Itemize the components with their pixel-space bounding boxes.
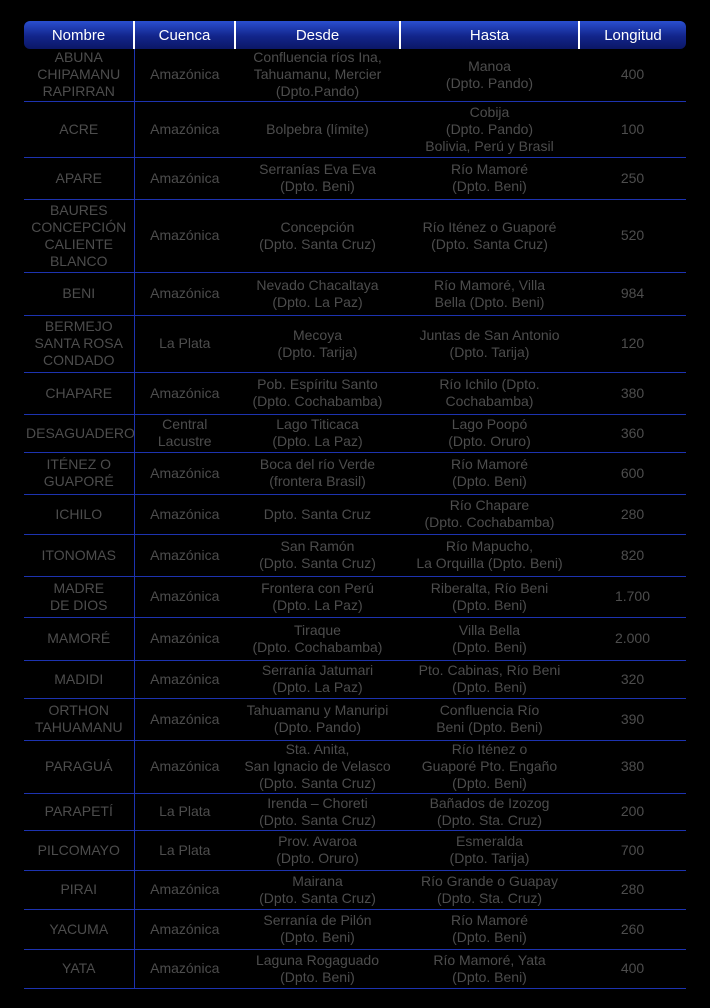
cell-hasta: Río Iténez o Guaporé (Dpto. Santa Cruz) bbox=[400, 199, 579, 272]
cell-nombre: MADRE DE DIOS bbox=[24, 576, 134, 617]
cell-cuenca: Amazónica bbox=[134, 494, 235, 534]
cell-hasta: Río Mamoré (Dpto. Beni) bbox=[400, 452, 579, 494]
cell-nombre: BENI bbox=[24, 272, 134, 315]
cell-nombre: ACRE bbox=[24, 101, 134, 157]
cell-hasta: Pto. Cabinas, Río Beni (Dpto. Beni) bbox=[400, 660, 579, 698]
rivers-table bbox=[24, 21, 686, 989]
cell-nombre: APARE bbox=[24, 157, 134, 199]
cell-longitud: 320 bbox=[579, 660, 686, 698]
cell-nombre: BERMEJO SANTA ROSA CONDADO bbox=[24, 315, 134, 372]
cell-nombre: ICHILO bbox=[24, 494, 134, 534]
cell-cuenca: Amazónica bbox=[134, 870, 235, 909]
cell-longitud: 700 bbox=[579, 830, 686, 870]
cell-hasta: Río Mamoré, Yata (Dpto. Beni) bbox=[400, 949, 579, 988]
cell-desde: Boca del río Verde (frontera Brasil) bbox=[235, 452, 400, 494]
table-row bbox=[24, 534, 686, 576]
table-row bbox=[24, 494, 686, 534]
cell-nombre: ITÉNEZ O GUAPORÉ bbox=[24, 452, 134, 494]
cell-nombre: MAMORÉ bbox=[24, 617, 134, 660]
table-row bbox=[24, 660, 686, 698]
cell-longitud: 2.000 bbox=[579, 617, 686, 660]
cell-nombre: YACUMA bbox=[24, 909, 134, 949]
cell-cuenca: Amazónica bbox=[134, 660, 235, 698]
table-row bbox=[24, 740, 686, 793]
table-row bbox=[24, 870, 686, 909]
cell-desde: Serranías Eva Eva (Dpto. Beni) bbox=[235, 157, 400, 199]
cell-cuenca: Amazónica bbox=[134, 49, 235, 101]
cell-desde: Dpto. Santa Cruz bbox=[235, 494, 400, 534]
table-row bbox=[24, 698, 686, 740]
cell-desde: Serranía Jatumari (Dpto. La Paz) bbox=[235, 660, 400, 698]
cell-hasta: Lago Poopó (Dpto. Oruro) bbox=[400, 414, 579, 452]
cell-desde: Sta. Anita, San Ignacio de Velasco (Dpto. Santa Cruz) bbox=[235, 740, 400, 793]
cell-nombre: BAURES CONCEPCIÓN CALIENTE BLANCO bbox=[24, 199, 134, 272]
cell-desde: Irenda – Choreti (Dpto. Santa Cruz) bbox=[235, 793, 400, 830]
cell-desde: Concepción (Dpto. Santa Cruz) bbox=[235, 199, 400, 272]
cell-longitud: 260 bbox=[579, 909, 686, 949]
table-row bbox=[24, 372, 686, 414]
cell-longitud: 390 bbox=[579, 698, 686, 740]
table-row bbox=[24, 949, 686, 988]
cell-longitud: 820 bbox=[579, 534, 686, 576]
cell-desde: Lago Titicaca (Dpto. La Paz) bbox=[235, 414, 400, 452]
cell-desde: San Ramón (Dpto. Santa Cruz) bbox=[235, 534, 400, 576]
cell-nombre: MADIDI bbox=[24, 660, 134, 698]
header-hasta: Hasta bbox=[400, 21, 579, 49]
cell-cuenca: Amazónica bbox=[134, 534, 235, 576]
cell-longitud: 360 bbox=[579, 414, 686, 452]
cell-desde: Laguna Rogaguado (Dpto. Beni) bbox=[235, 949, 400, 988]
table-row bbox=[24, 101, 686, 157]
cell-longitud: 250 bbox=[579, 157, 686, 199]
cell-hasta: Manoa (Dpto. Pando) bbox=[400, 49, 579, 101]
cell-cuenca: Amazónica bbox=[134, 576, 235, 617]
rivers-table-container bbox=[24, 21, 686, 989]
cell-cuenca: Amazónica bbox=[134, 452, 235, 494]
header-desde: Desde bbox=[235, 21, 400, 49]
table-row bbox=[24, 199, 686, 272]
cell-cuenca: Amazónica bbox=[134, 157, 235, 199]
cell-longitud: 520 bbox=[579, 199, 686, 272]
cell-longitud: 984 bbox=[579, 272, 686, 315]
cell-desde: Tahuamanu y Manuripi (Dpto. Pando) bbox=[235, 698, 400, 740]
cell-longitud: 1.700 bbox=[579, 576, 686, 617]
table-row bbox=[24, 576, 686, 617]
cell-desde: Frontera con Perú (Dpto. La Paz) bbox=[235, 576, 400, 617]
cell-desde: Confluencia ríos Ina, Tahuamanu, Mercier (Dpto.Pando) bbox=[235, 49, 400, 101]
cell-cuenca: Central Lacustre bbox=[134, 414, 235, 452]
cell-desde: Nevado Chacaltaya (Dpto. La Paz) bbox=[235, 272, 400, 315]
header-cuenca: Cuenca bbox=[134, 21, 235, 49]
cell-desde: Prov. Avaroa (Dpto. Oruro) bbox=[235, 830, 400, 870]
cell-cuenca: Amazónica bbox=[134, 909, 235, 949]
cell-cuenca: La Plata bbox=[134, 830, 235, 870]
cell-nombre: DESAGUADERO bbox=[24, 414, 134, 452]
cell-longitud: 400 bbox=[579, 49, 686, 101]
cell-cuenca: La Plata bbox=[134, 315, 235, 372]
cell-cuenca: Amazónica bbox=[134, 101, 235, 157]
cell-desde: Tiraque (Dpto. Cochabamba) bbox=[235, 617, 400, 660]
cell-nombre: PARAPETÍ bbox=[24, 793, 134, 830]
cell-longitud: 200 bbox=[579, 793, 686, 830]
cell-hasta: Río Ichilo (Dpto. Cochabamba) bbox=[400, 372, 579, 414]
cell-hasta: Río Grande o Guapay (Dpto. Sta. Cruz) bbox=[400, 870, 579, 909]
cell-hasta: Río Mamoré (Dpto. Beni) bbox=[400, 909, 579, 949]
cell-nombre: CHAPARE bbox=[24, 372, 134, 414]
cell-nombre: ABUNA CHIPAMANU RAPIRRAN bbox=[24, 49, 134, 101]
cell-longitud: 380 bbox=[579, 740, 686, 793]
cell-cuenca: La Plata bbox=[134, 793, 235, 830]
cell-hasta: Cobija (Dpto. Pando) Bolivia, Perú y Brasil bbox=[400, 101, 579, 157]
cell-cuenca: Amazónica bbox=[134, 617, 235, 660]
table-row bbox=[24, 157, 686, 199]
table-row bbox=[24, 452, 686, 494]
cell-desde: Mairana (Dpto. Santa Cruz) bbox=[235, 870, 400, 909]
cell-hasta: Río Iténez o Guaporé Pto. Engaño (Dpto. Beni) bbox=[400, 740, 579, 793]
cell-hasta: Río Chapare (Dpto. Cochabamba) bbox=[400, 494, 579, 534]
cell-longitud: 100 bbox=[579, 101, 686, 157]
cell-hasta: Riberalta, Río Beni (Dpto. Beni) bbox=[400, 576, 579, 617]
cell-longitud: 280 bbox=[579, 870, 686, 909]
cell-hasta: Juntas de San Antonio (Dpto. Tarija) bbox=[400, 315, 579, 372]
cell-nombre: ITONOMAS bbox=[24, 534, 134, 576]
cell-nombre: YATA bbox=[24, 949, 134, 988]
cell-desde: Bolpebra (límite) bbox=[235, 101, 400, 157]
cell-longitud: 400 bbox=[579, 949, 686, 988]
cell-nombre: PILCOMAYO bbox=[24, 830, 134, 870]
cell-nombre: PIRAI bbox=[24, 870, 134, 909]
cell-hasta: Villa Bella (Dpto. Beni) bbox=[400, 617, 579, 660]
cell-hasta: Confluencia Río Beni (Dpto. Beni) bbox=[400, 698, 579, 740]
table-row bbox=[24, 272, 686, 315]
table-header-row bbox=[24, 21, 686, 49]
cell-hasta: Río Mamoré (Dpto. Beni) bbox=[400, 157, 579, 199]
table-row bbox=[24, 909, 686, 949]
cell-hasta: Río Mapucho, La Orquilla (Dpto. Beni) bbox=[400, 534, 579, 576]
cell-cuenca: Amazónica bbox=[134, 949, 235, 988]
cell-hasta: Esmeralda (Dpto. Tarija) bbox=[400, 830, 579, 870]
cell-hasta: Bañados de Izozog (Dpto. Sta. Cruz) bbox=[400, 793, 579, 830]
table-row bbox=[24, 315, 686, 372]
table-row bbox=[24, 793, 686, 830]
cell-longitud: 380 bbox=[579, 372, 686, 414]
cell-desde: Serranía de Pilón (Dpto. Beni) bbox=[235, 909, 400, 949]
table-row bbox=[24, 414, 686, 452]
cell-longitud: 120 bbox=[579, 315, 686, 372]
cell-cuenca: Amazónica bbox=[134, 698, 235, 740]
cell-hasta: Río Mamoré, Villa Bella (Dpto. Beni) bbox=[400, 272, 579, 315]
header-nombre: Nombre bbox=[24, 21, 134, 49]
cell-longitud: 280 bbox=[579, 494, 686, 534]
table-row bbox=[24, 830, 686, 870]
cell-desde: Mecoya (Dpto. Tarija) bbox=[235, 315, 400, 372]
cell-cuenca: Amazónica bbox=[134, 372, 235, 414]
table-body bbox=[24, 49, 686, 988]
table-row bbox=[24, 617, 686, 660]
cell-nombre: PARAGUÁ bbox=[24, 740, 134, 793]
cell-cuenca: Amazónica bbox=[134, 272, 235, 315]
cell-nombre: ORTHON TAHUAMANU bbox=[24, 698, 134, 740]
cell-cuenca: Amazónica bbox=[134, 740, 235, 793]
table-row bbox=[24, 49, 686, 101]
cell-desde: Pob. Espíritu Santo (Dpto. Cochabamba) bbox=[235, 372, 400, 414]
cell-longitud: 600 bbox=[579, 452, 686, 494]
header-longitud: Longitud bbox=[579, 21, 686, 49]
cell-cuenca: Amazónica bbox=[134, 199, 235, 272]
